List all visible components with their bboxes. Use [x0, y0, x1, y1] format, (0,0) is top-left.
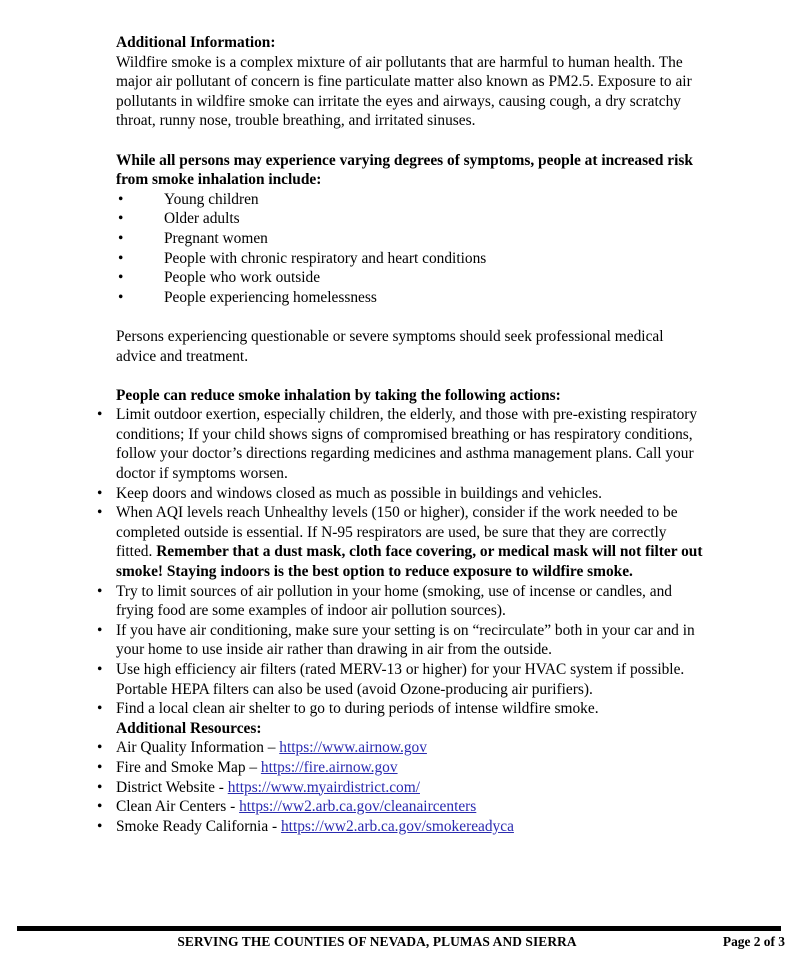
bullet-glyph: • — [97, 798, 103, 816]
bullet-glyph: • — [97, 778, 103, 796]
action-text: When AQI levels reach Unhealthy levels (150 or higher), consider if the work needed to be completed outside is essential. If N-95 respirators are used, be sure that they are correctly fitted. — [116, 504, 678, 561]
action-text: Limit outdoor exertion, especially children, the elderly, and those with pre-existing respiratory conditions; If your child shows signs of compromised breathing or has respiratory conditions, follow your doctor’s directions regarding medicines and asthma management plans. Call your doctor if symptoms worsen. — [116, 406, 698, 483]
list-item-label: People who work outside — [164, 269, 321, 287]
resource-link-fire-and-smoke-map[interactable]: https://fire.airnow.gov — [260, 758, 398, 776]
action-list-item — [96, 405, 704, 483]
bullet-glyph: • — [97, 817, 103, 835]
action-text-emphasis: Remember that a dust mask, cloth face covering, or medical mask will not filter out smoke! Staying indoors is the best option to reduce exposure to wildfire smoke. — [116, 543, 703, 581]
resource-link-smoke-ready-california[interactable]: https://ww2.arb.ca.gov/smokereadyca — [280, 817, 514, 835]
bullet-glyph: • — [97, 582, 103, 600]
action-list-item — [96, 660, 704, 699]
footer-agency-text: SERVING THE COUNTIES OF NEVADA, PLUMAS AND SIERRA — [177, 934, 577, 949]
additional-resources-heading: Additional Resources: — [116, 719, 262, 737]
resource-label: District Website - — [116, 778, 228, 796]
resource-list-item — [96, 797, 704, 817]
action-list-item — [96, 621, 704, 660]
resource-list-item — [96, 738, 704, 758]
increased-risk-heading: While all persons may experience varying degrees of symptoms, people at increased risk from smoke inhalation include: — [116, 151, 693, 189]
list-item — [116, 190, 704, 210]
paragraph-spacer — [116, 307, 704, 327]
resource-list-item — [96, 758, 704, 778]
bullet-glyph: • — [97, 484, 103, 502]
document-body — [97, 33, 704, 836]
reduce-inhalation-list — [96, 405, 704, 719]
action-list-item — [96, 484, 704, 504]
resource-link-clean-air-centers[interactable]: https://ww2.arb.ca.gov/cleanaircenters — [239, 798, 477, 816]
bullet-glyph: • — [118, 249, 124, 267]
bullet-glyph: • — [97, 700, 103, 718]
action-list-item — [96, 503, 704, 581]
additional-information-heading: Additional Information: — [116, 34, 276, 51]
action-list-item — [96, 582, 704, 621]
list-item — [116, 268, 704, 288]
action-text: Find a local clean air shelter to go to during periods of intense wildfire smoke. — [116, 700, 599, 718]
paragraph-spacer — [116, 131, 704, 151]
footer-divider-rule — [17, 926, 781, 931]
bullet-glyph: • — [97, 739, 103, 757]
action-text: Use high efficiency air filters (rated MERV-13 or higher) for your HVAC system if possible. Portable HEPA filters can also be used (avoid Ozone-producing air purifiers). — [116, 661, 685, 698]
resource-list-item — [96, 817, 704, 837]
bullet-glyph: • — [97, 758, 103, 776]
list-item-label: Older adults — [164, 210, 240, 228]
action-text: Try to limit sources of air pollution in your home (smoking, use of incense or candles, and frying food are some examples of indoor air pollution sources). — [116, 582, 672, 620]
list-item-label: Pregnant women — [164, 229, 268, 247]
list-item — [116, 249, 704, 269]
list-item — [116, 288, 704, 308]
bullet-glyph: • — [118, 288, 124, 306]
reduce-inhalation-heading: People can reduce smoke inhalation by taking the following actions: — [116, 386, 561, 404]
page-footer — [17, 932, 785, 954]
action-list-item — [96, 699, 704, 719]
list-item-label: Young children — [164, 190, 259, 208]
additional-resources-list — [96, 719, 704, 739]
bullet-glyph: • — [97, 621, 103, 639]
bullet-glyph: • — [97, 406, 103, 424]
action-text: Keep doors and windows closed as much as possible in buildings and vehicles. — [116, 484, 603, 502]
resource-list-item — [96, 778, 704, 798]
seek-care-paragraph: Persons experiencing questionable or severe symptoms should seek professional medical advice and treatment. — [116, 327, 664, 365]
additional-resources-heading-row — [96, 719, 704, 739]
bullet-glyph: • — [118, 269, 124, 287]
bullet-glyph: • — [118, 190, 124, 208]
bullet-glyph: • — [97, 504, 103, 522]
resource-link-air-quality-information[interactable]: https://www.airnow.gov — [279, 739, 427, 757]
bullet-glyph: • — [97, 661, 103, 678]
list-item-label: People experiencing homelessness — [164, 288, 377, 306]
bullet-glyph: • — [118, 229, 124, 247]
list-item — [116, 229, 704, 249]
additional-information-paragraph: Wildfire smoke is a complex mixture of air pollutants that are harmful to human health. The major air pollutant of concern is fine particulate matter also known as PM2.5. Exposure to air pollutants in wildfire smoke can irritate the eyes and airways, causing cough, a dry scratchy throat, runny nose, trouble breathing, and irritated sinuses. — [116, 53, 692, 130]
paragraph-spacer — [116, 366, 704, 386]
list-item-label: People with chronic respiratory and heart conditions — [164, 249, 487, 267]
page-number-label: Page 2 of 3 — [722, 934, 785, 949]
resource-label: Smoke Ready California - — [116, 817, 281, 835]
resource-label: Fire and Smoke Map – — [116, 758, 261, 776]
action-text: If you have air conditioning, make sure your setting is on “recirculate” both in your car and in your home to use inside air rather than drawing in air from the outside. — [116, 621, 695, 659]
list-item — [116, 209, 704, 229]
resource-link-district-website[interactable]: https://www.myairdistrict.com/ — [227, 778, 420, 796]
resource-link-list — [96, 738, 704, 836]
increased-risk-list — [116, 190, 704, 308]
bullet-glyph: • — [118, 210, 124, 228]
resource-label: Clean Air Centers - — [116, 798, 240, 816]
resource-label: Air Quality Information – — [116, 739, 280, 757]
